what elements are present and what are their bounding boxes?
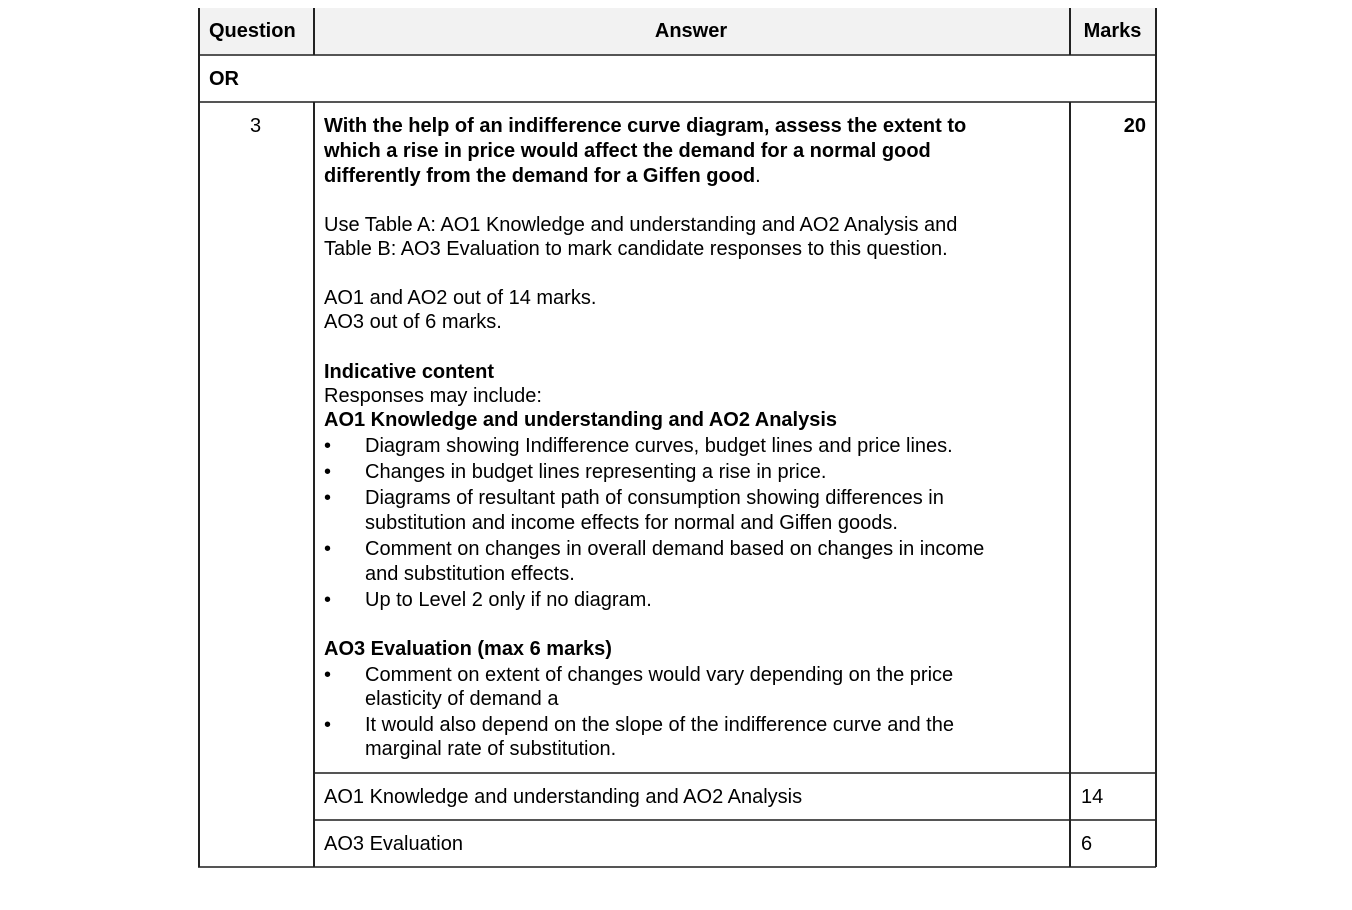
divider (198, 866, 1156, 868)
summary-label-ao3: AO3 Evaluation (324, 833, 463, 855)
ao3-bullet: It would also depend on the slope of the indifference curve and the (365, 714, 954, 736)
summary-marks-ao3: 6 (1081, 833, 1093, 855)
prompt-period: . (755, 165, 761, 187)
bullet-icon: • (324, 461, 332, 483)
indicative-heading: Indicative content (324, 361, 495, 383)
divider (198, 101, 1156, 103)
prompt-line: With the help of an indifference curve diagram, assess the extent to (324, 115, 967, 137)
bullet-icon: • (324, 589, 332, 611)
divider (1069, 102, 1071, 867)
header-question: Question (209, 20, 296, 42)
divider (313, 772, 1156, 774)
ao1-bullet-cont: and substitution effects. (365, 563, 575, 585)
summary-label-ao1-ao2: AO1 Knowledge and understanding and AO2 Analysis (324, 786, 803, 808)
mark-split-line: AO1 and AO2 out of 14 marks. (324, 287, 597, 309)
divider (198, 54, 1156, 56)
ao1-bullet: Up to Level 2 only if no diagram. (365, 589, 652, 611)
header-marks: Marks (1083, 20, 1142, 42)
prompt-line: which a rise in price would affect the demand for a normal good (324, 140, 931, 162)
responses-intro: Responses may include: (324, 385, 542, 407)
ao1-heading: AO1 Knowledge and understanding and AO2 Analysis (324, 409, 838, 431)
ao1-bullet-cont: substitution and income effects for normal and Giffen goods. (365, 512, 898, 534)
mark-split-line: AO3 out of 6 marks. (324, 311, 502, 333)
prompt-line: differently from the demand for a Giffen good (324, 165, 756, 187)
ao1-bullet: Changes in budget lines representing a rise in price. (365, 461, 827, 483)
instruction-line: Use Table A: AO1 Knowledge and understanding and AO2 Analysis and (324, 214, 958, 236)
divider (313, 102, 315, 867)
bullet-icon: • (324, 538, 332, 560)
bullet-icon: • (324, 487, 332, 509)
bullet-icon: • (324, 435, 332, 457)
summary-marks-ao1-ao2: 14 (1081, 786, 1104, 808)
bullet-icon: • (324, 714, 332, 736)
header-answer: Answer (654, 20, 728, 42)
question-number: 3 (249, 115, 262, 137)
ao1-bullet: Diagram showing Indifference curves, budget lines and price lines. (365, 435, 953, 457)
ao3-heading: AO3 Evaluation (max 6 marks) (324, 638, 612, 660)
bullet-icon: • (324, 664, 332, 686)
instruction-line: Table B: AO3 Evaluation to mark candidate responses to this question. (324, 238, 948, 260)
ao1-bullet: Comment on changes in overall demand based on changes in income (365, 538, 985, 560)
ao1-bullet: Diagrams of resultant path of consumption showing differences in (365, 487, 944, 509)
total-marks: 20 (1123, 115, 1146, 137)
or-label: OR (209, 68, 239, 90)
ao3-bullet: Comment on extent of changes would vary depending on the price (365, 664, 954, 686)
ao3-bullet-cont: elasticity of demand a (365, 688, 559, 710)
ao3-bullet-cont: marginal rate of substitution. (365, 738, 617, 760)
divider (1155, 8, 1157, 867)
divider (313, 819, 1156, 821)
